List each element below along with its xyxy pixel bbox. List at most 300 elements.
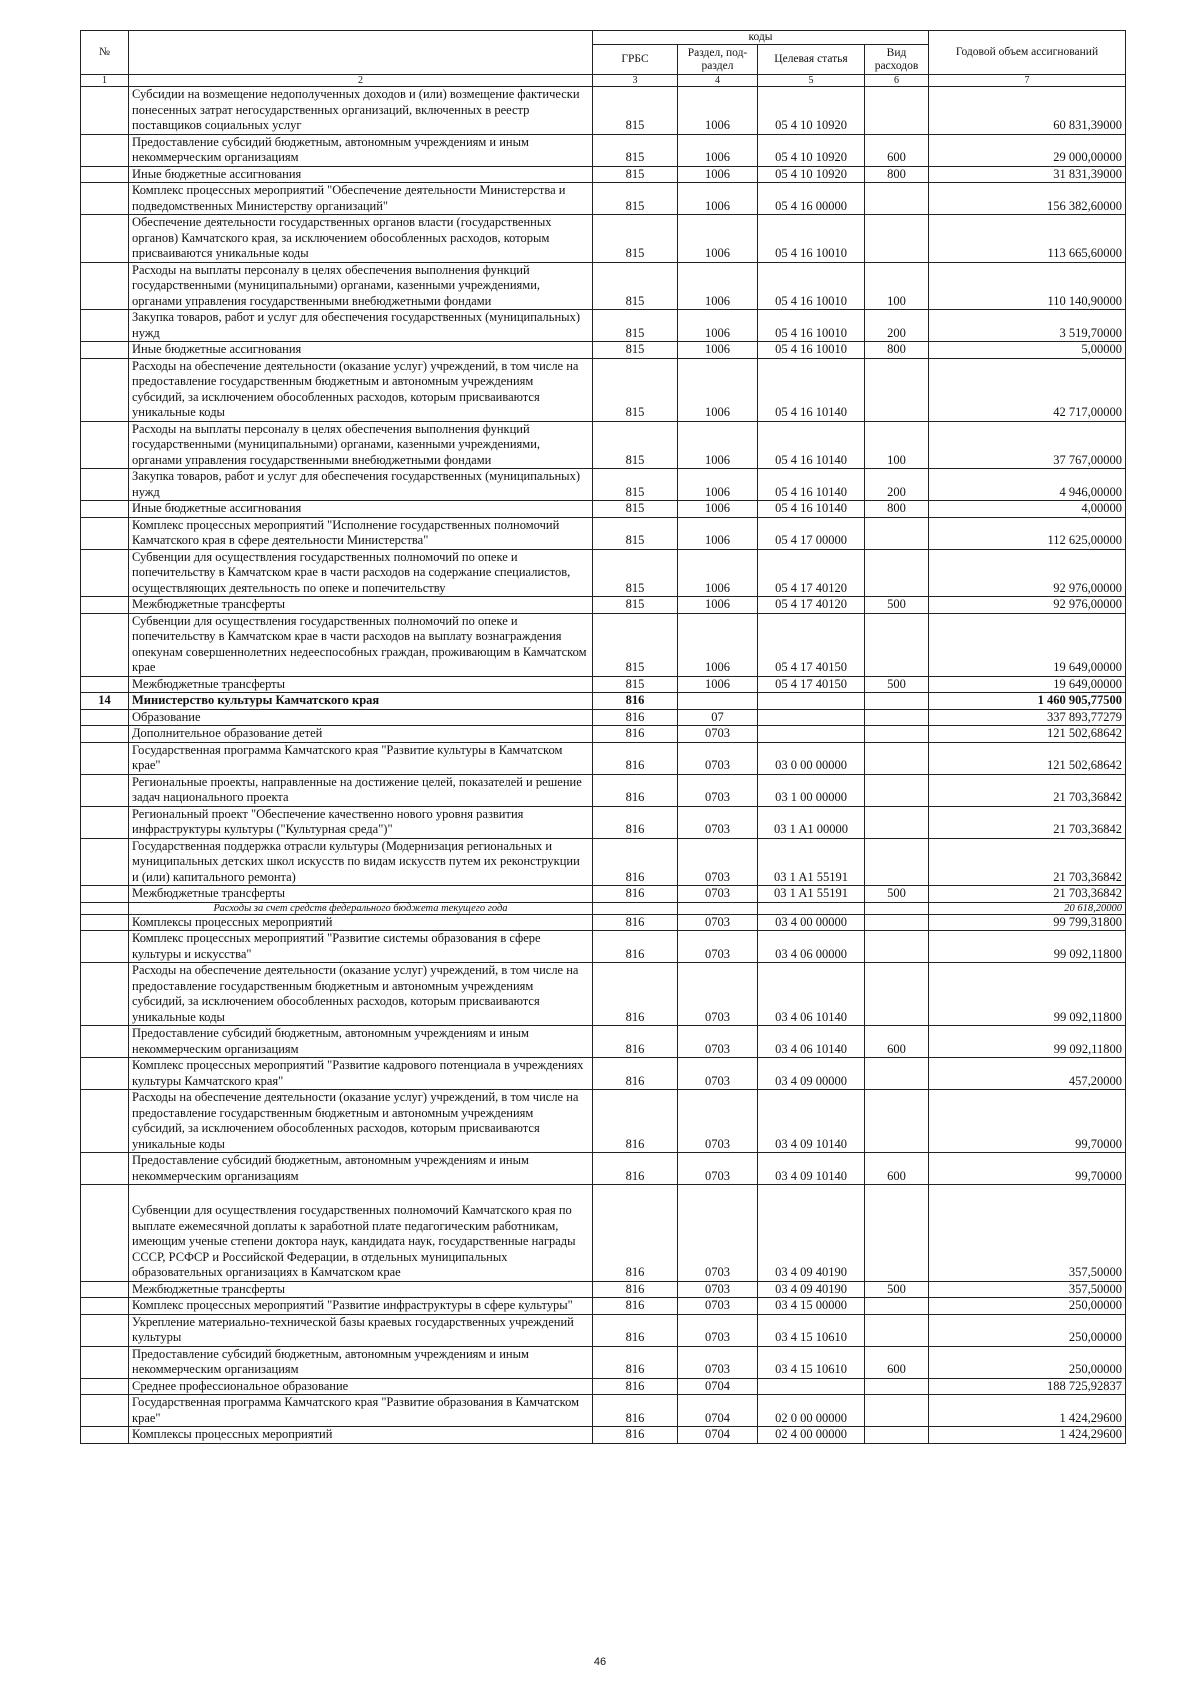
row-target: 02 4 00 00000 [758,1427,865,1444]
row-amount: 29 000,00000 [929,134,1126,166]
row-type [865,549,929,597]
row-amount: 121 502,68642 [929,726,1126,743]
row-name: Предоставление субсидий бюджетным, автономным учреждениям и иным некоммерческим организациям [129,1026,593,1058]
row-grbs: 816 [593,774,678,806]
row-target: 03 4 15 10610 [758,1346,865,1378]
row-grbs: 816 [593,1185,678,1282]
budget-table [80,30,1126,1444]
table-row [81,1281,1126,1298]
table-row [81,421,1126,469]
row-type [865,902,929,914]
table-row [81,676,1126,693]
row-type: 600 [865,134,929,166]
row-grbs: 815 [593,87,678,135]
row-target [758,709,865,726]
row-target: 03 4 09 40190 [758,1185,865,1282]
row-section: 0703 [678,1090,758,1153]
row-name: Межбюджетные трансферты [129,597,593,614]
row-number [81,597,129,614]
row-grbs: 816 [593,1346,678,1378]
row-amount: 19 649,00000 [929,613,1126,676]
row-amount: 92 976,00000 [929,549,1126,597]
row-name: Межбюджетные трансферты [129,676,593,693]
row-section: 0703 [678,963,758,1026]
row-number [81,806,129,838]
row-type [865,914,929,931]
row-grbs: 816 [593,838,678,886]
row-number [81,134,129,166]
row-target: 03 4 06 10140 [758,1026,865,1058]
row-name: Субвенции для осуществления государственных полномочий по опеке и попечительству в Камчатском крае в части расходов на содержание специалистов, осуществляющих деятельность по опеке и попечительству [129,549,593,597]
row-type: 800 [865,501,929,518]
row-target: 05 4 10 10920 [758,166,865,183]
row-section: 1006 [678,215,758,263]
row-target: 03 1 00 00000 [758,774,865,806]
row-section: 1006 [678,166,758,183]
row-target: 03 1 A1 00000 [758,806,865,838]
row-target: 05 4 16 00000 [758,183,865,215]
row-target: 05 4 10 10920 [758,134,865,166]
row-grbs: 816 [593,1314,678,1346]
table-row [81,1378,1126,1395]
row-grbs: 815 [593,549,678,597]
row-number [81,215,129,263]
row-name: Обеспечение деятельности государственных органов власти (государственных органов) Камчатского края, за исключением обособленных расходов, которым присваиваются уникальные коды [129,215,593,263]
header-type: Вид расходов [865,45,929,75]
row-name: Предоставление субсидий бюджетным, автономным учреждениям и иным некоммерческим организациям [129,1153,593,1185]
table-row [81,806,1126,838]
column-number-row [81,75,1126,87]
row-section: 1006 [678,517,758,549]
row-amount: 99 092,11800 [929,931,1126,963]
row-number [81,1185,129,1282]
col-number: 4 [678,75,758,87]
row-amount: 20 618,20000 [929,902,1126,914]
row-target [758,693,865,710]
table-row [81,1058,1126,1090]
row-section: 0703 [678,742,758,774]
row-grbs: 815 [593,310,678,342]
row-number [81,358,129,421]
row-name: Иные бюджетные ассигнования [129,501,593,518]
row-section: 0703 [678,838,758,886]
row-section: 0703 [678,1153,758,1185]
row-target: 05 4 16 10010 [758,310,865,342]
row-name: Комплекс процессных мероприятий "Развитие кадрового потенциала в учреждениях культуры Камчатского края" [129,1058,593,1090]
row-grbs: 815 [593,597,678,614]
row-target: 03 4 15 00000 [758,1298,865,1315]
col-number: 6 [865,75,929,87]
row-grbs: 816 [593,1058,678,1090]
row-name: Закупка товаров, работ и услуг для обеспечения государственных (муниципальных) нужд [129,310,593,342]
row-section: 1006 [678,676,758,693]
row-name: Государственная программа Камчатского края "Развитие образования в Камчатском крае" [129,1395,593,1427]
row-type [865,742,929,774]
row-section: 0703 [678,1185,758,1282]
row-name: Министерство культуры Камчатского края [129,693,593,710]
row-section: 0704 [678,1395,758,1427]
row-type [865,1058,929,1090]
row-target: 03 1 A1 55191 [758,886,865,903]
row-section: 0703 [678,931,758,963]
row-target: 03 4 06 10140 [758,963,865,1026]
row-amount: 156 382,60000 [929,183,1126,215]
row-type [865,709,929,726]
row-amount: 19 649,00000 [929,676,1126,693]
row-section: 1006 [678,342,758,359]
col-number: 1 [81,75,129,87]
table-row [81,886,1126,903]
row-type [865,215,929,263]
row-amount: 121 502,68642 [929,742,1126,774]
row-section: 0703 [678,886,758,903]
row-name: Комплекс процессных мероприятий "Развитие инфраструктуры в сфере культуры" [129,1298,593,1315]
row-type: 200 [865,469,929,501]
row-type: 500 [865,1281,929,1298]
row-type: 800 [865,166,929,183]
row-target: 05 4 17 40120 [758,549,865,597]
row-target: 03 4 00 00000 [758,914,865,931]
row-name: Расходы на обеспечение деятельности (оказание услуг) учреждений, в том числе на предоставление государственным бюджетным и автономным учреждениям субсидий, за исключением обособленных расходов, которым присваиваются уникальные коды [129,358,593,421]
row-name: Дополнительное образование детей [129,726,593,743]
row-amount: 3 519,70000 [929,310,1126,342]
row-grbs: 815 [593,166,678,183]
row-type: 100 [865,421,929,469]
row-number [81,517,129,549]
row-name: Межбюджетные трансферты [129,1281,593,1298]
row-amount: 4 946,00000 [929,469,1126,501]
table-row [81,1346,1126,1378]
row-grbs: 815 [593,215,678,263]
row-number [81,262,129,310]
row-grbs: 816 [593,963,678,1026]
table-row [81,262,1126,310]
row-number [81,1314,129,1346]
col-number: 3 [593,75,678,87]
row-target: 03 4 06 00000 [758,931,865,963]
row-grbs: 816 [593,742,678,774]
row-section [678,693,758,710]
row-grbs: 815 [593,469,678,501]
page-number: 46 [593,1656,607,1668]
row-name: Расходы на выплаты персоналу в целях обеспечения выполнения функций государственными (муниципальными) органами, казенными учреждениями, органами управления государственными внебюджетными фондами [129,262,593,310]
row-section: 1006 [678,549,758,597]
row-target [758,902,865,914]
row-number [81,726,129,743]
row-amount: 5,00000 [929,342,1126,359]
row-type [865,1314,929,1346]
row-amount: 188 725,92837 [929,1378,1126,1395]
row-name: Государственная программа Камчатского края "Развитие культуры в Камчатском крае" [129,742,593,774]
row-name: Расходы на обеспечение деятельности (оказание услуг) учреждений, в том числе на предоставление государственным бюджетным и автономным учреждениям субсидий, за исключением обособленных расходов, которым присваиваются уникальные коды [129,1090,593,1153]
row-name: Предоставление субсидий бюджетным, автономным учреждениям и иным некоммерческим организациям [129,1346,593,1378]
row-grbs: 816 [593,1026,678,1058]
row-target: 05 4 16 10140 [758,421,865,469]
header-codes: коды [593,31,929,45]
row-section: 1006 [678,501,758,518]
table-body [81,87,1126,1444]
row-amount: 42 717,00000 [929,358,1126,421]
row-section: 07 [678,709,758,726]
table-row [81,517,1126,549]
row-grbs: 815 [593,517,678,549]
row-grbs: 815 [593,134,678,166]
row-amount: 60 831,39000 [929,87,1126,135]
row-grbs: 815 [593,358,678,421]
row-type: 600 [865,1026,929,1058]
row-grbs: 816 [593,709,678,726]
row-number [81,1281,129,1298]
row-grbs: 815 [593,676,678,693]
table-row [81,549,1126,597]
row-grbs: 815 [593,342,678,359]
row-target: 03 1 A1 55191 [758,838,865,886]
row-grbs: 816 [593,931,678,963]
row-target: 05 4 17 40150 [758,613,865,676]
header-num: № [81,31,129,75]
row-section: 0703 [678,1026,758,1058]
row-grbs: 816 [593,1378,678,1395]
row-section: 1006 [678,310,758,342]
table-row [81,693,1126,710]
row-target: 05 4 16 10010 [758,262,865,310]
table-row [81,1298,1126,1315]
row-name: Расходы на выплаты персоналу в целях обеспечения выполнения функций государственными (муниципальными) органами, казенными учреждениями, органами управления государственными внебюджетными фондами [129,421,593,469]
row-number [81,676,129,693]
table-row [81,1026,1126,1058]
budget-sheet [80,30,1125,1444]
row-section: 0703 [678,726,758,743]
table-row [81,963,1126,1026]
row-grbs: 816 [593,693,678,710]
row-name: Расходы за счет средств федерального бюджета текущего года [129,902,593,914]
row-type [865,1378,929,1395]
row-grbs: 816 [593,726,678,743]
table-row [81,726,1126,743]
row-section: 1006 [678,613,758,676]
row-amount: 21 703,36842 [929,774,1126,806]
row-amount: 99,70000 [929,1153,1126,1185]
row-number [81,183,129,215]
row-amount: 21 703,36842 [929,806,1126,838]
table-row [81,742,1126,774]
table-row [81,613,1126,676]
table-row [81,358,1126,421]
row-amount: 113 665,60000 [929,215,1126,263]
row-grbs: 816 [593,1395,678,1427]
row-amount: 99 092,11800 [929,1026,1126,1058]
table-row [81,931,1126,963]
row-number [81,1378,129,1395]
header-target: Целевая статья [758,45,865,75]
row-target: 03 4 09 40190 [758,1281,865,1298]
row-amount: 21 703,36842 [929,886,1126,903]
row-amount: 337 893,77279 [929,709,1126,726]
table-row [81,902,1126,914]
row-name: Региональный проект "Обеспечение качественно нового уровня развития инфраструктуры культуры ("Культурная среда")" [129,806,593,838]
col-number: 5 [758,75,865,87]
row-type: 200 [865,310,929,342]
row-section: 0703 [678,1281,758,1298]
row-type [865,931,929,963]
table-row [81,597,1126,614]
row-type [865,963,929,1026]
row-amount: 250,00000 [929,1346,1126,1378]
row-target: 05 4 16 10140 [758,358,865,421]
row-section: 0703 [678,1058,758,1090]
row-target: 05 4 16 10140 [758,469,865,501]
row-grbs: 816 [593,1153,678,1185]
row-type [865,1298,929,1315]
row-number [81,1298,129,1315]
row-amount: 21 703,36842 [929,838,1126,886]
row-grbs: 816 [593,1281,678,1298]
row-section: 0703 [678,1298,758,1315]
row-name: Предоставление субсидий бюджетным, автономным учреждениям и иным некоммерческим организациям [129,134,593,166]
row-section: 1006 [678,183,758,215]
row-amount: 92 976,00000 [929,597,1126,614]
table-row [81,709,1126,726]
row-grbs: 816 [593,806,678,838]
row-grbs: 816 [593,1427,678,1444]
row-grbs: 815 [593,262,678,310]
row-number [81,310,129,342]
row-name: Иные бюджетные ассигнования [129,342,593,359]
row-grbs: 816 [593,1298,678,1315]
row-section: 1006 [678,262,758,310]
row-target: 05 4 17 40150 [758,676,865,693]
row-number [81,742,129,774]
row-grbs: 815 [593,501,678,518]
table-row [81,1153,1126,1185]
row-target [758,1378,865,1395]
row-type [865,517,929,549]
row-number [81,469,129,501]
row-section [678,902,758,914]
row-target: 05 4 16 10140 [758,501,865,518]
table-row [81,166,1126,183]
row-number [81,1153,129,1185]
row-name: Субвенции для осуществления государственных полномочий Камчатского края по выплате ежемесячной доплаты к заработной плате педагогическим работникам, имеющим ученые степени доктора наук, кандидата наук, государственные награды СССР, РСФСР и Российской Федерации, в отдельных муниципальных образовательных организациях в Камчатском крае [129,1185,593,1282]
row-amount: 110 140,90000 [929,262,1126,310]
row-type [865,838,929,886]
row-type [865,183,929,215]
row-section: 0703 [678,914,758,931]
row-target: 05 4 17 00000 [758,517,865,549]
table-row [81,1427,1126,1444]
row-name: Закупка товаров, работ и услуг для обеспечения государственных (муниципальных) нужд [129,469,593,501]
row-target: 03 4 15 10610 [758,1314,865,1346]
row-grbs: 816 [593,886,678,903]
row-section: 1006 [678,87,758,135]
row-number [81,1346,129,1378]
row-section: 0703 [678,806,758,838]
table-header [81,31,1126,87]
row-number [81,166,129,183]
row-type [865,1395,929,1427]
table-row [81,1185,1126,1282]
header-amount: Годовой объем ассигнований [929,31,1126,75]
header-section: Раздел, под-раздел [678,45,758,75]
row-number [81,421,129,469]
row-type [865,613,929,676]
row-grbs: 816 [593,1090,678,1153]
row-name: Субвенции для осуществления государственных полномочий по опеке и попечительству в Камчатском крае в части расходов на выплату вознаграждения опекунам совершеннолетних недееспособных граждан, проживающим в Камчатском крае [129,613,593,676]
row-type: 500 [865,597,929,614]
table-row [81,1314,1126,1346]
table-row [81,134,1126,166]
row-amount: 99,70000 [929,1090,1126,1153]
row-type [865,358,929,421]
row-number [81,914,129,931]
table-row [81,774,1126,806]
row-amount: 4,00000 [929,501,1126,518]
header-name [129,31,593,75]
table-row [81,310,1126,342]
row-amount: 37 767,00000 [929,421,1126,469]
row-amount: 250,00000 [929,1314,1126,1346]
row-amount: 357,50000 [929,1185,1126,1282]
row-type [865,1090,929,1153]
table-row [81,183,1126,215]
row-name: Межбюджетные трансферты [129,886,593,903]
row-section: 1006 [678,597,758,614]
row-number [81,931,129,963]
col-number: 2 [129,75,593,87]
row-type: 600 [865,1153,929,1185]
row-type [865,1185,929,1282]
row-name: Комплекс процессных мероприятий "Развитие системы образования в сфере культуры и искусства" [129,931,593,963]
table-row [81,501,1126,518]
row-section: 0703 [678,774,758,806]
row-section: 1006 [678,421,758,469]
row-number [81,1026,129,1058]
row-number [81,549,129,597]
row-amount: 357,50000 [929,1281,1126,1298]
row-type [865,806,929,838]
row-section: 0703 [678,1314,758,1346]
row-name: Среднее профессиональное образование [129,1378,593,1395]
row-section: 1006 [678,134,758,166]
row-section: 1006 [678,469,758,501]
row-name: Иные бюджетные ассигнования [129,166,593,183]
row-type [865,726,929,743]
row-number [81,963,129,1026]
table-row [81,342,1126,359]
row-number [81,501,129,518]
table-row [81,87,1126,135]
row-target: 05 4 16 10010 [758,342,865,359]
row-number [81,1395,129,1427]
row-number [81,709,129,726]
row-amount: 99 799,31800 [929,914,1126,931]
row-section: 0704 [678,1378,758,1395]
row-grbs: 816 [593,914,678,931]
row-name: Комплекс процессных мероприятий "Исполнение государственных полномочий Камчатского края в сфере деятельности Министерства" [129,517,593,549]
row-name: Комплексы процессных мероприятий [129,914,593,931]
row-number [81,613,129,676]
row-name: Субсидии на возмещение недополученных доходов и (или) возмещение фактически понесенных затрат негосударственных организаций, включенных в реестр поставщиков социальных услуг [129,87,593,135]
row-name: Государственная поддержка отрасли культуры (Модернизация региональных и муниципальных детских школ искусств по видам искусств путем их реконструкции и (или) капитального ремонта) [129,838,593,886]
row-number [81,902,129,914]
row-amount: 1 460 905,77500 [929,693,1126,710]
row-type: 500 [865,886,929,903]
row-type [865,774,929,806]
row-section: 1006 [678,358,758,421]
table-row [81,1090,1126,1153]
row-grbs: 815 [593,421,678,469]
row-type [865,1427,929,1444]
